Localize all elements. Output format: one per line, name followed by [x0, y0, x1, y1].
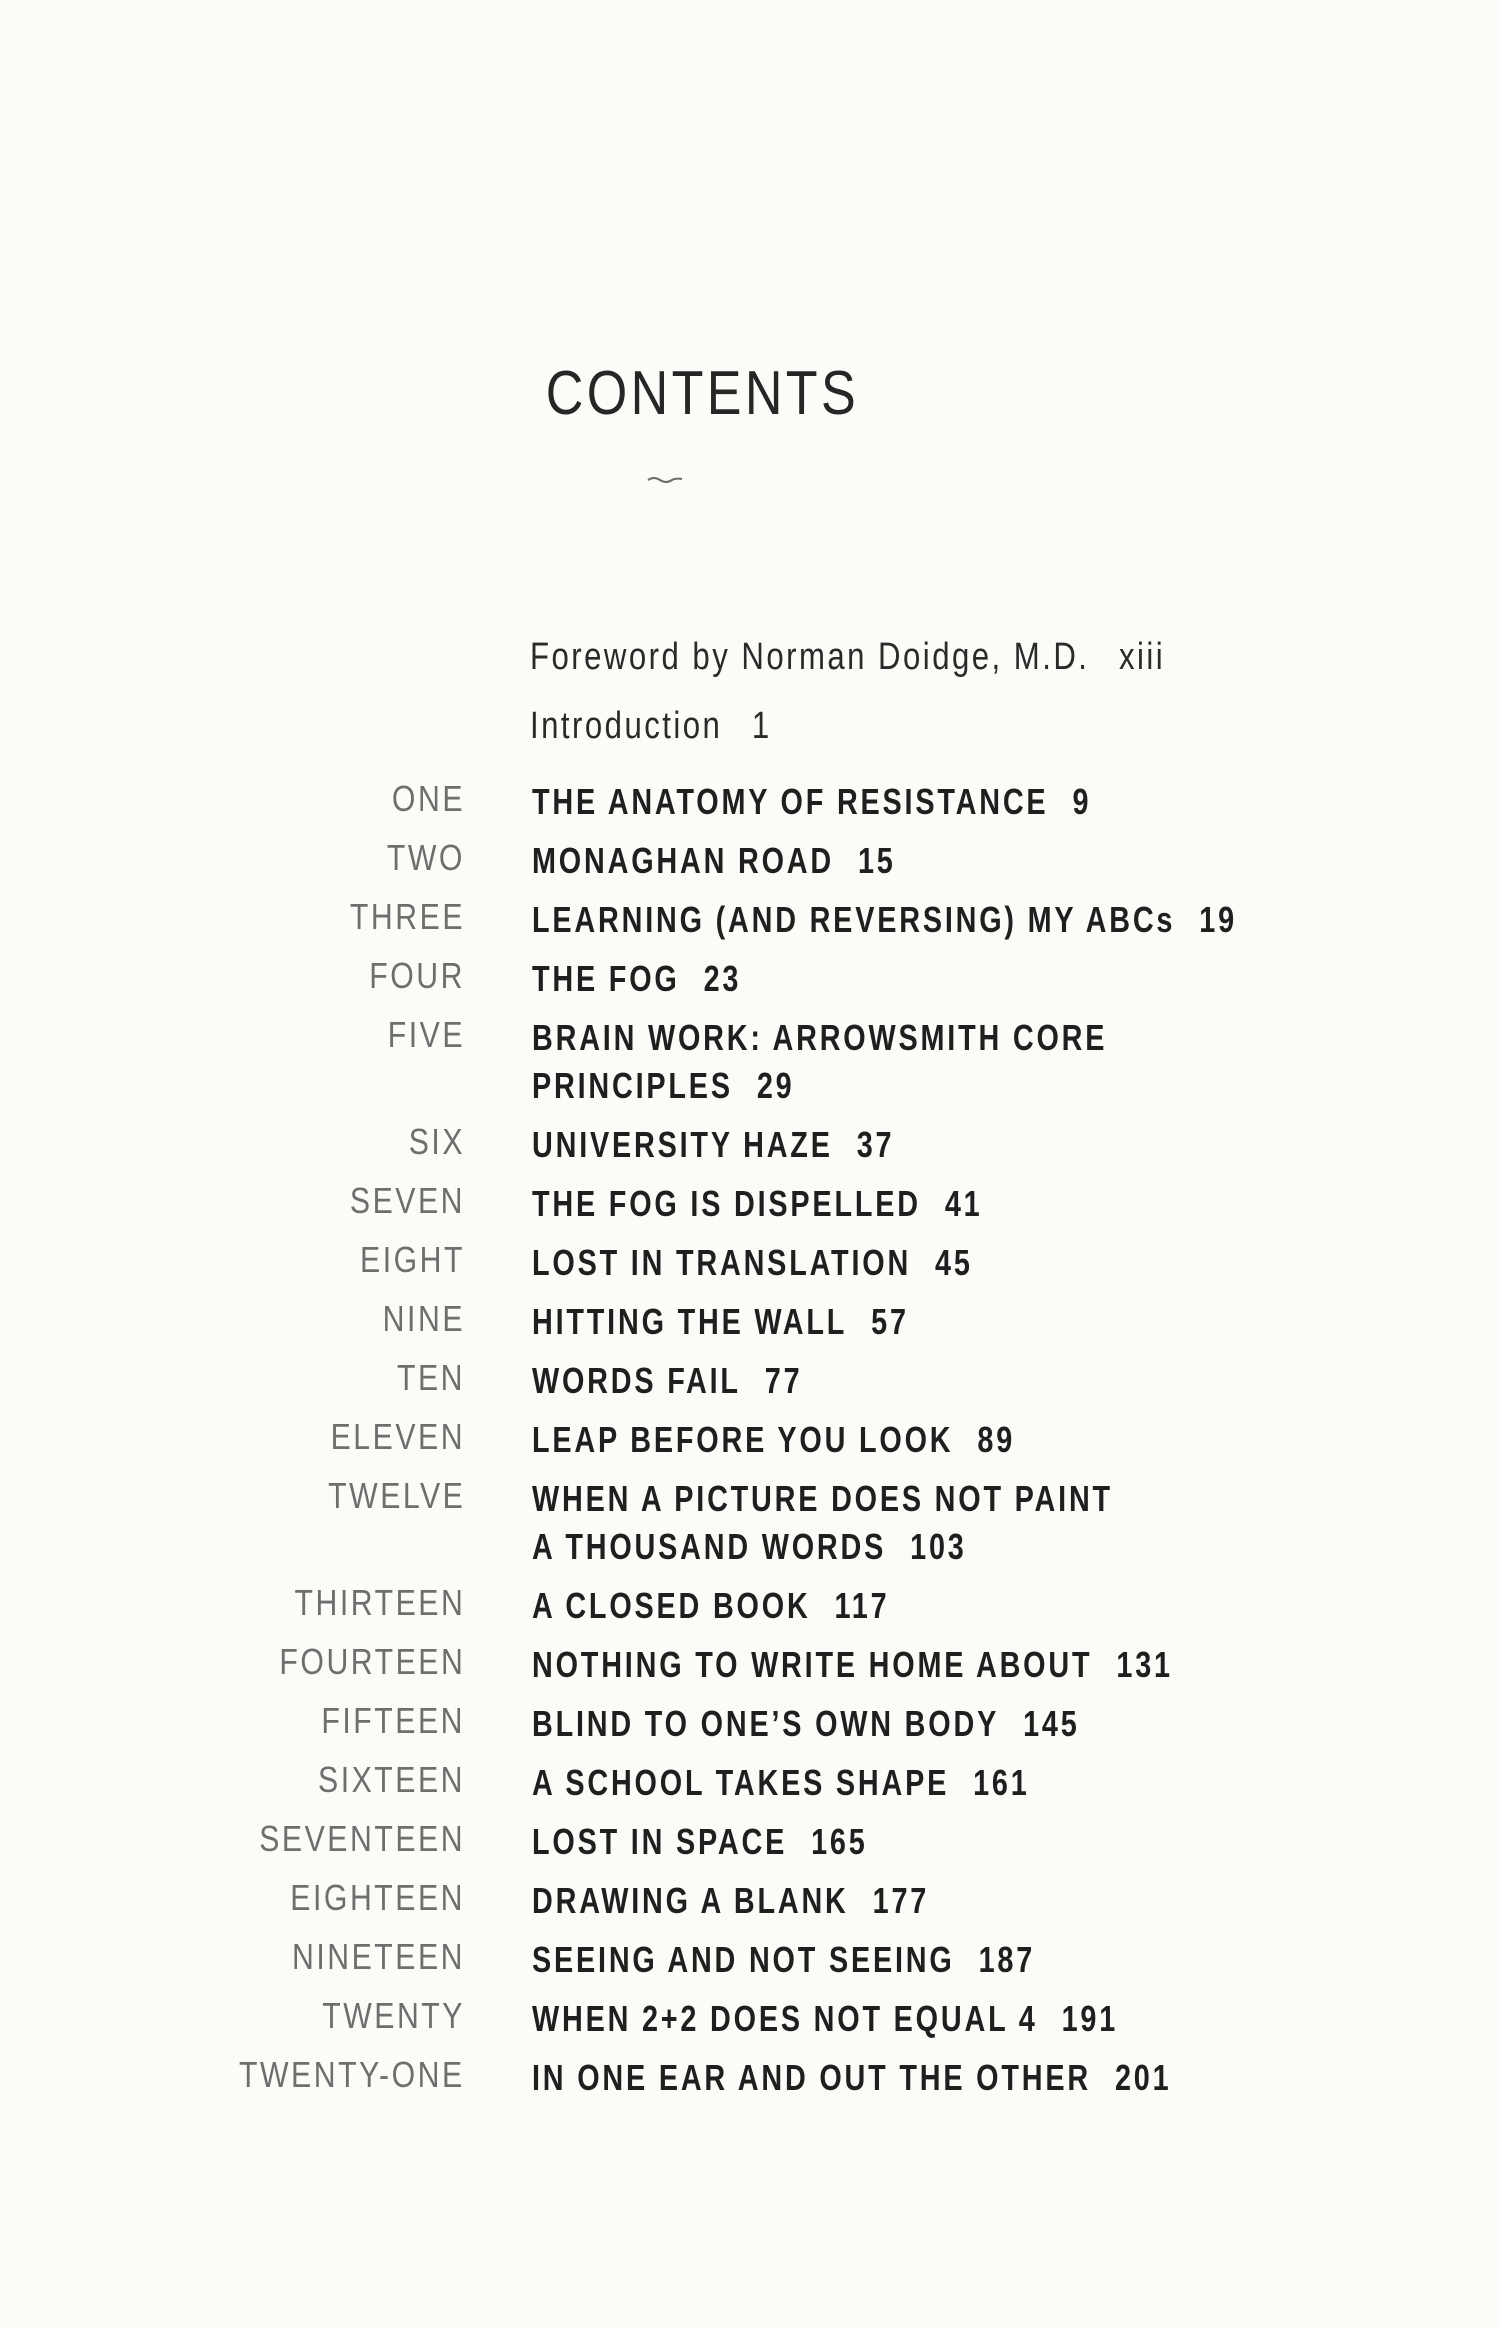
chapter-title	[532, 955, 741, 1003]
chapter-number: SEVENTEEN	[259, 1818, 465, 1859]
chapter-number: ELEVEN	[330, 1416, 465, 1457]
chapter-number: FIFTEEN	[321, 1700, 465, 1741]
chapter-page-number: 57	[871, 1301, 909, 1342]
chapter-title-text: BRAIN WORK: ARROWSMITH CORE	[532, 1017, 1108, 1058]
chapter-title	[532, 2054, 1171, 2102]
chapter-page-number: 131	[1116, 1644, 1173, 1685]
chapter-title-text: WHEN 2+2 DOES NOT EQUAL 4	[532, 1998, 1038, 2039]
chapter-title-line	[532, 1239, 973, 1287]
chapter-title-line	[532, 1298, 909, 1346]
chapter-page-number: 177	[872, 1880, 930, 1921]
chapter-title-text: THE ANATOMY OF RESISTANCE	[532, 781, 1049, 822]
chapter-title-line	[532, 1062, 1107, 1110]
chapter-title-line	[532, 1877, 929, 1925]
chapter-number: EIGHTEEN	[290, 1877, 465, 1918]
chapter-title	[532, 1416, 1015, 1464]
chapter-title-text: A SCHOOL TAKES SHAPE	[532, 1762, 950, 1803]
chapter-title-text: LOST IN TRANSLATION	[532, 1242, 912, 1283]
ornament-mark	[646, 474, 684, 484]
chapter-title-text: SEEING AND NOT SEEING	[532, 1939, 955, 1980]
introduction-title: Introduction	[530, 705, 723, 747]
chapter-title	[532, 1641, 1173, 1689]
chapter-page-number: 37	[856, 1124, 895, 1165]
chapter-title	[532, 1239, 973, 1287]
foreword-page: xiii	[1118, 636, 1166, 678]
chapter-number: NINETEEN	[291, 1936, 465, 1977]
chapter-title-line	[532, 1014, 1107, 1062]
chapter-number: SIXTEEN	[317, 1759, 465, 1800]
chapter-title-text: WORDS FAIL	[532, 1360, 741, 1401]
chapter-title	[532, 1700, 1080, 1748]
chapter-number: EIGHT	[359, 1239, 465, 1280]
chapter-title-text: HITTING THE WALL	[532, 1301, 848, 1342]
chapter-title-text: PRINCIPLES	[532, 1065, 733, 1106]
chapter-title-text: LEAP BEFORE YOU LOOK	[532, 1419, 954, 1460]
chapter-number: THREE	[349, 896, 465, 937]
chapter-page-number: 89	[977, 1419, 1016, 1460]
chapter-title-text: IN ONE EAR AND OUT THE OTHER	[532, 2057, 1091, 2098]
chapter-page-number: 41	[944, 1183, 983, 1224]
chapter-page-number: 23	[703, 958, 742, 999]
chapter-title	[532, 1936, 1035, 1984]
chapter-title-line	[532, 1700, 1080, 1748]
chapter-title-line	[532, 955, 741, 1003]
chapter-title-line	[532, 2054, 1171, 2102]
chapter-title-text: BLIND TO ONE’S OWN BODY	[532, 1703, 1000, 1744]
chapter-title	[532, 1582, 889, 1630]
chapter-title-text: THE FOG IS DISPELLED	[532, 1183, 921, 1224]
chapter-number: NINE	[382, 1298, 465, 1339]
chapter-number: SEVEN	[349, 1180, 465, 1221]
chapter-title-line	[532, 1582, 889, 1630]
chapter-title-line	[532, 1523, 1113, 1571]
introduction-page: 1	[751, 705, 772, 747]
chapter-title	[532, 1818, 868, 1866]
chapter-page-number: 19	[1199, 899, 1237, 940]
chapter-title-text: UNIVERSITY HAZE	[532, 1124, 833, 1165]
chapter-title	[532, 1298, 909, 1346]
chapter-number: TWO	[386, 837, 465, 878]
chapter-title	[532, 896, 1237, 944]
chapter-page-number: 201	[1114, 2057, 1172, 2098]
chapter-title-line	[532, 1641, 1173, 1689]
chapter-page-number: 117	[834, 1585, 890, 1626]
chapter-title-line	[532, 1357, 802, 1405]
chapter-title	[532, 1357, 802, 1405]
chapter-title-line	[532, 778, 1091, 826]
chapter-title-line	[532, 1475, 1113, 1523]
chapter-page-number: 77	[764, 1360, 803, 1401]
chapter-number: FOUR	[369, 955, 465, 996]
chapter-title-text: LEARNING (AND REVERSING) MY ABCs	[532, 899, 1176, 940]
chapter-title-line	[532, 1936, 1035, 1984]
page-title: CONTENTS	[545, 359, 860, 428]
chapter-title	[532, 778, 1091, 826]
chapter-title	[532, 1759, 1030, 1807]
chapter-page-number: 161	[973, 1762, 1030, 1803]
chapter-title-text: A THOUSAND WORDS	[532, 1526, 887, 1567]
chapter-title	[532, 1995, 1118, 2043]
chapter-title	[532, 837, 896, 885]
chapter-title-line	[532, 1995, 1118, 2043]
chapter-title-line	[532, 1416, 1015, 1464]
chapter-title-text: A CLOSED BOOK	[532, 1585, 811, 1626]
chapter-title-line	[532, 1818, 868, 1866]
chapter-title-text: NOTHING TO WRITE HOME ABOUT	[532, 1644, 1093, 1685]
chapter-title-text: THE FOG	[532, 958, 680, 999]
chapter-title	[532, 1121, 894, 1169]
introduction-entry	[530, 705, 772, 748]
chapter-page-number: 191	[1061, 1998, 1119, 2039]
chapter-title-text: DRAWING A BLANK	[532, 1880, 849, 1921]
foreword-title: Foreword by Norman Doidge, M.D.	[530, 636, 1090, 678]
chapter-page-number: 29	[756, 1065, 795, 1106]
chapter-page-number: 45	[935, 1242, 973, 1283]
chapter-number: THIRTEEN	[294, 1582, 465, 1623]
chapter-title	[532, 1877, 929, 1925]
chapter-title	[532, 1475, 1113, 1571]
chapter-title-text: LOST IN SPACE	[532, 1821, 788, 1862]
foreword-entry	[530, 636, 1165, 679]
chapter-number: FOURTEEN	[279, 1641, 465, 1682]
chapter-title-line	[532, 896, 1237, 944]
chapter-title	[532, 1014, 1107, 1110]
chapter-title-line	[532, 1759, 1030, 1807]
chapter-number: TWENTY-ONE	[239, 2054, 465, 2095]
chapter-number: SIX	[408, 1121, 465, 1162]
chapter-number: FIVE	[387, 1014, 465, 1055]
chapter-title-text: MONAGHAN ROAD	[532, 840, 834, 881]
chapter-number: TWENTY	[322, 1995, 465, 2036]
chapter-page-number: 15	[857, 840, 896, 881]
chapter-number: TEN	[396, 1357, 465, 1398]
chapter-title	[532, 1180, 982, 1228]
chapter-number: TWELVE	[327, 1475, 465, 1516]
chapter-title-text: WHEN A PICTURE DOES NOT PAINT	[532, 1478, 1113, 1519]
chapter-page-number: 187	[978, 1939, 1036, 1980]
chapter-page-number: 145	[1023, 1703, 1080, 1744]
chapter-page-number: 103	[910, 1526, 967, 1567]
chapter-title-line	[532, 1180, 982, 1228]
chapter-number: ONE	[391, 778, 465, 819]
chapter-page-number: 165	[811, 1821, 868, 1862]
chapter-title-line	[532, 1121, 894, 1169]
chapter-title-line	[532, 837, 896, 885]
chapter-page-number: 9	[1072, 781, 1092, 822]
